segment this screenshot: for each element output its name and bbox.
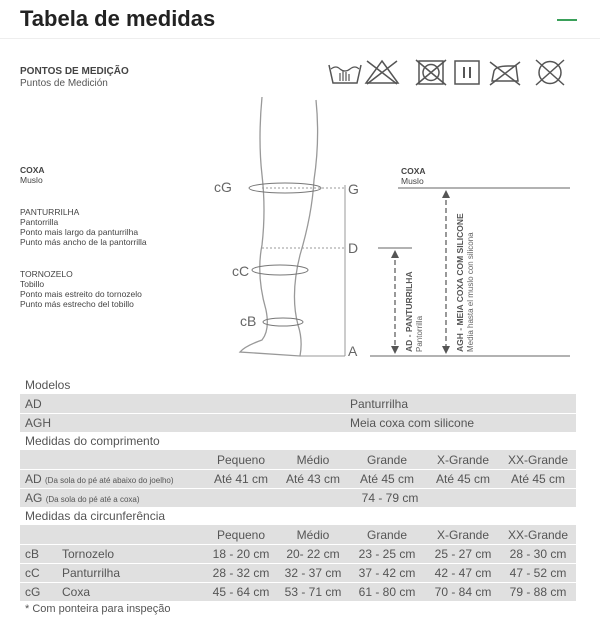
circ-value: 79 - 88 cm (509, 585, 567, 599)
agh-sub: Media hasta el muslo con silicona (466, 232, 475, 352)
length-value: Até 41 cm (213, 472, 269, 486)
circ-value: 32 - 37 cm (284, 566, 342, 580)
size-header: Grande (366, 527, 408, 542)
circ-value: 23 - 25 cm (358, 547, 416, 561)
length-code: AD (25, 472, 42, 486)
circ-value: 28 - 30 cm (509, 547, 567, 561)
cg-label: cG (214, 179, 232, 195)
size-header: XX-Grande (507, 527, 569, 542)
circ-value: 42 - 47 cm (434, 566, 492, 580)
agh-title: AGH - MEIA COXA COM SILICONE (455, 213, 465, 352)
model-code: AD (25, 396, 42, 411)
length-value: Até 45 cm (510, 472, 566, 486)
length-header: Medidas do comprimento (25, 434, 160, 448)
circ-header: Medidas da circunferência (25, 509, 166, 523)
length-row (20, 470, 576, 488)
length-note: (Da sola do pé até a coxa) (45, 495, 140, 504)
length-header-row (20, 432, 576, 450)
size-header-row (20, 450, 576, 469)
right-coxa-title: COXA (401, 166, 426, 176)
circ-value: 61 - 80 cm (358, 585, 416, 599)
size-header: Pequeno (216, 452, 266, 467)
measurement-points-subtitle: Puntos de Medición (20, 78, 108, 89)
size-header: X-Grande (436, 452, 490, 467)
measurement-points-title: PONTOS DE MEDIÇÃO (20, 66, 129, 77)
a-label: A (348, 343, 358, 359)
models-header-row (20, 376, 576, 394)
size-header: Médio (296, 527, 330, 542)
tornozelo-l2: Ponto mais estreito do tornozelo (20, 289, 142, 299)
ad-arrow-head-bottom (391, 346, 399, 354)
length-note: (Da sola do pé até abaixo do joelho) (45, 476, 174, 485)
cc-label: cC (232, 263, 250, 279)
tornozelo-l1: Tobillo (20, 279, 45, 289)
circ-row (20, 583, 576, 601)
panturrilha-title: PANTURRILHA (20, 207, 80, 217)
ad-sub: Pantorrilla (415, 315, 424, 352)
circ-row (20, 564, 576, 582)
ad-title: AD - PANTURRILHA (404, 271, 414, 352)
footnote: * Com ponteira para inspeção (25, 603, 171, 615)
agh-arrow-head-top (442, 190, 450, 198)
size-header: X-Grande (436, 527, 490, 542)
agh-arrow-head-bottom (442, 346, 450, 354)
models-header: Modelos (25, 378, 71, 392)
circ-row (20, 545, 576, 563)
size-header: XX-Grande (507, 452, 569, 467)
model-name: Meia coxa com silicone (350, 416, 475, 430)
length-value: Até 43 cm (285, 472, 341, 486)
tornozelo-title: TORNOZELO (20, 269, 73, 279)
circ-value: 45 - 64 cm (212, 585, 270, 599)
circ-name: Coxa (62, 585, 91, 599)
circ-value: 37 - 42 cm (358, 566, 416, 580)
model-name: Panturrilha (350, 396, 409, 411)
coxa-title: COXA (20, 165, 45, 175)
circ-value: 28 - 32 cm (212, 566, 270, 580)
model-code: AGH (25, 416, 52, 430)
page-title: Tabela de medidas (20, 6, 216, 31)
length-value: Até 45 cm (359, 472, 415, 486)
size-header: Pequeno (216, 527, 266, 542)
ad-arrow-head-top (391, 250, 399, 258)
cb-label: cB (240, 313, 257, 329)
circ-value: 53 - 71 cm (284, 585, 342, 599)
circ-name: Tornozelo (62, 547, 115, 561)
size-header: Médio (296, 452, 330, 467)
model-row (20, 394, 576, 413)
circ-header-row (20, 507, 576, 525)
circ-value: 18 - 20 cm (212, 547, 270, 561)
circ-value: 70 - 84 cm (434, 585, 492, 599)
circ-code: cB (25, 547, 40, 561)
panturrilha-l1: Pantorrilla (20, 217, 59, 227)
circ-name: Panturrilha (62, 566, 121, 580)
model-row (20, 414, 576, 432)
circ-value: 20- 22 cm (286, 547, 340, 561)
size-header: Grande (366, 452, 408, 467)
circ-value: 25 - 27 cm (434, 547, 492, 561)
g-label: G (348, 181, 359, 197)
length-value: Até 45 cm (435, 472, 491, 486)
tornozelo-l3: Punto más estrecho del tobillo (20, 299, 134, 309)
coxa-sub: Muslo (20, 175, 43, 185)
length-code: AG (25, 491, 43, 505)
length-span-value: 74 - 79 cm (361, 491, 419, 505)
panturrilha-l2: Ponto mais largo da panturrilha (20, 227, 139, 237)
circ-size-header-row (20, 525, 576, 544)
circ-value: 47 - 52 cm (509, 566, 567, 580)
d-label: D (348, 240, 359, 256)
circ-code: cC (25, 566, 40, 580)
length-row (20, 489, 576, 507)
circ-code: cG (25, 585, 41, 599)
right-coxa-sub: Muslo (401, 176, 424, 186)
panturrilha-l3: Punto más ancho de la pantorrilla (20, 237, 147, 247)
